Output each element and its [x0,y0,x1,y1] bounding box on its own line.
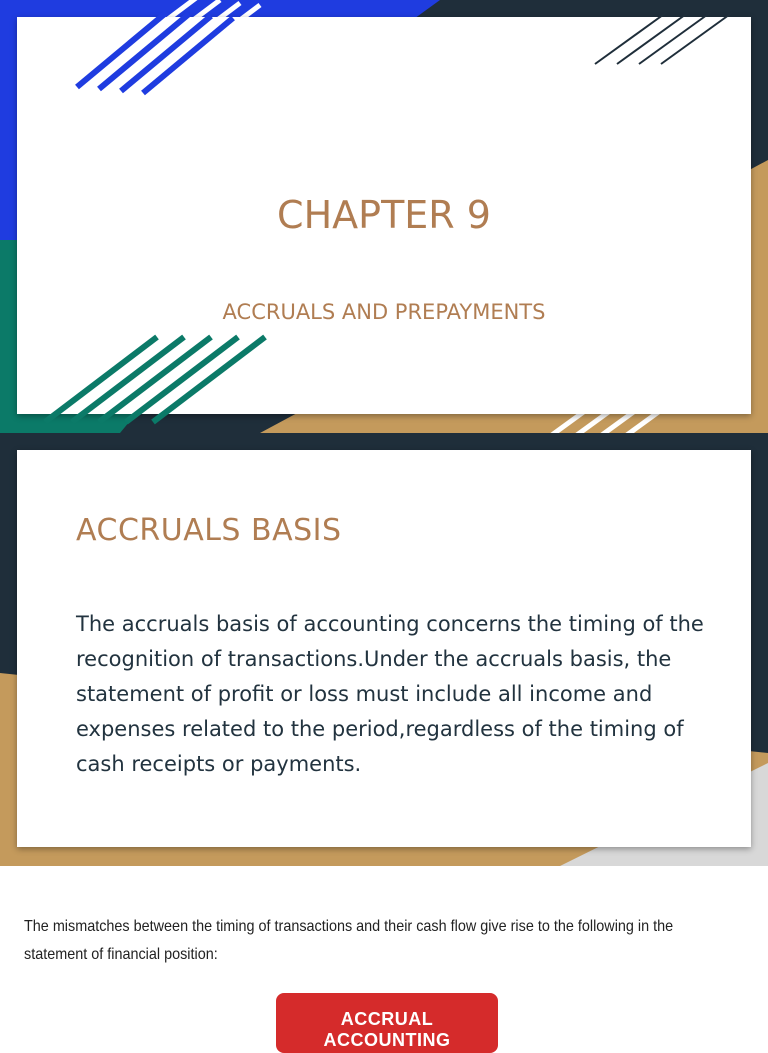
accrual-accounting-badge: ACCRUAL ACCOUNTING [276,993,498,1053]
chapter-subtitle: ACCRUALS AND PREPAYMENTS [222,300,546,324]
chapter-title: CHAPTER 9 [277,193,491,237]
document-paragraph: The mismatches between the timing of transactions and their cash flow give rise to the following in the statement of financial position: [24,918,674,963]
accruals-card [17,450,751,847]
title-slide [0,0,768,433]
title-card [17,17,751,414]
accruals-basis-slide [0,433,768,866]
document-section [0,866,768,1050]
slide-heading: ACCRUALS BASIS [76,513,342,548]
slide-body-text: The accruals basis of accounting concerns the timing of the recognition of transactions.Under the accruals basis, the statement of profit or loss must include all income and expenses related to the period,regardless of the timing of cash receipts or payments. [76,612,704,776]
